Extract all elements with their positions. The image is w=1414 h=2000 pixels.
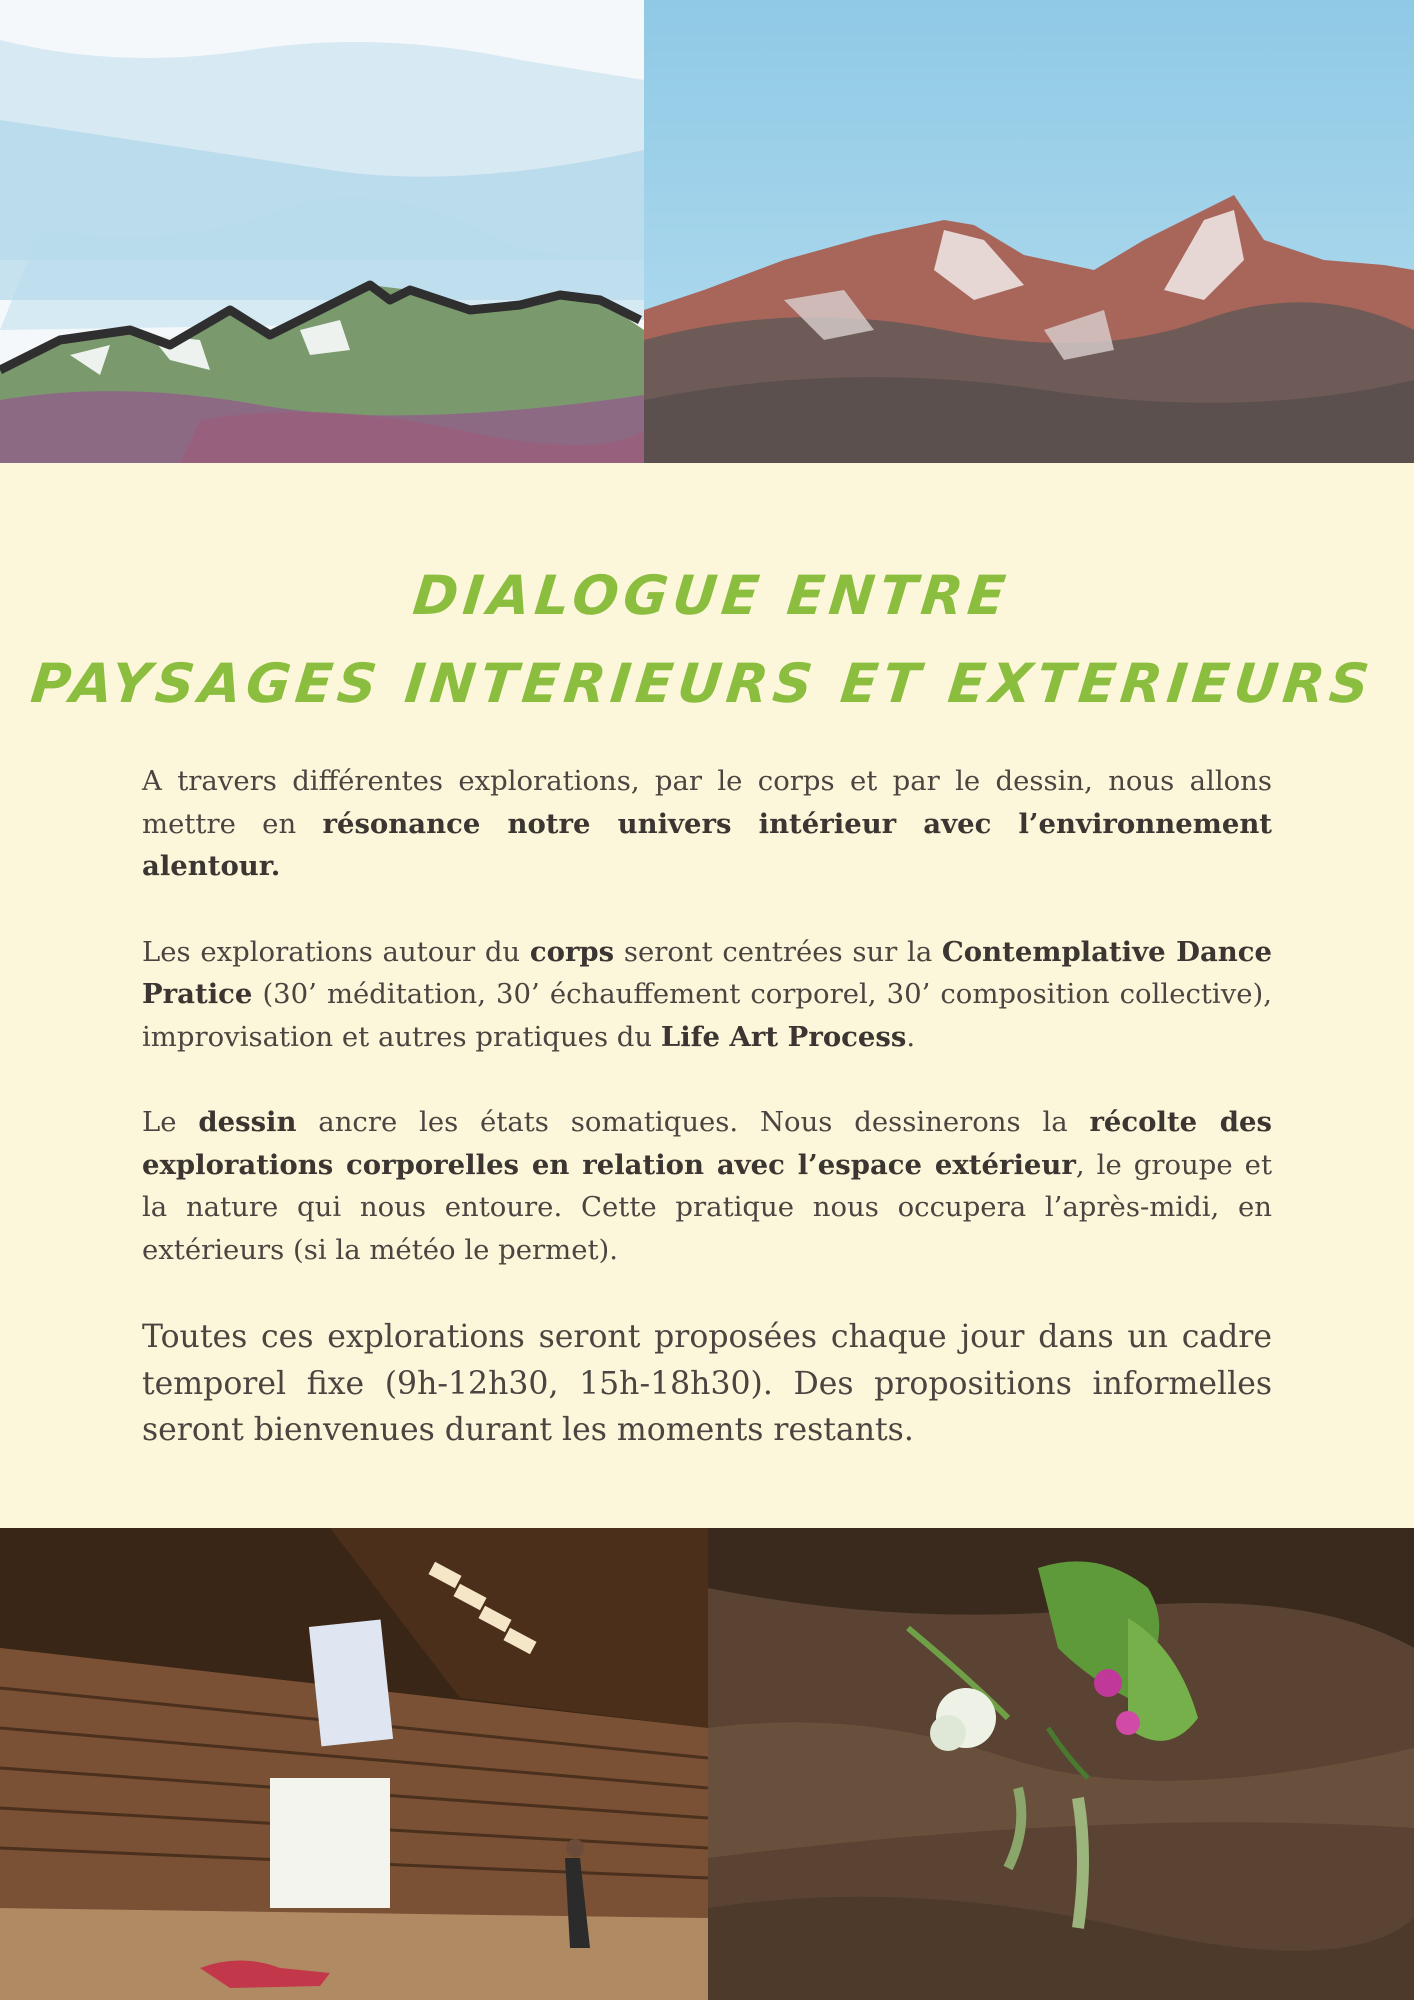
p1-text: A travers différentes explorations, par le corps et par le dessin, nous allons mettre en xyxy=(142,765,1272,840)
p2-text-g: . xyxy=(906,1020,916,1053)
p1-bold: résonance notre univers intérieur avec l’environnement alentour. xyxy=(142,807,1273,882)
p3-text-e: , le groupe et la nature qui nous entoure. Cette pratique nous occupera l’après-midi, en extérieurs (si la météo le permet). xyxy=(142,1148,1272,1266)
paragraph-2 xyxy=(142,931,1272,1059)
p2-text-a: Les explorations autour du xyxy=(142,935,530,968)
alpine-mountain-photo xyxy=(644,0,1414,463)
title-line-2: PAYSAGES INTERIEURS ET EXTERIEURS xyxy=(27,652,1377,715)
barn-interior-photo xyxy=(0,1528,708,2000)
paragraph-1 xyxy=(142,760,1272,888)
p4-text: Toutes ces explorations seront proposées chaque jour dans un cadre temporel fixe (9h-12h30, 15h-18h30). Des propositions informelles seront bienvenues durant les moments restants. xyxy=(142,1319,1272,1448)
p3-text-a: Le xyxy=(142,1106,199,1138)
paragraph-3 xyxy=(142,1101,1272,1271)
p2-bold-corps: corps xyxy=(529,935,615,968)
title-line-1: DIALOGUE ENTRE xyxy=(410,564,1014,627)
paragraph-4 xyxy=(142,1314,1272,1454)
p2-text-e: (30’ méditation, 30’ échauffement corporel, 30’ composition collective), improvisation et autres pratiques du xyxy=(142,978,1272,1053)
p3-bold-recolte: récolte des explorations corporelles en relation avec l’espace extérieur xyxy=(142,1106,1273,1181)
flower-bouquet-photo xyxy=(708,1528,1414,2000)
p3-text-c: ancre les états somatiques. Nous dessinerons la xyxy=(296,1106,1090,1138)
p2-text-c: seront centrées sur la xyxy=(614,935,942,968)
p2-bold-lap: Life Art Process xyxy=(660,1020,907,1053)
page-title xyxy=(0,552,1414,728)
p2-bold-cdp: Contemplative Dance Pratice xyxy=(142,935,1272,1010)
watercolor-mountain-image xyxy=(0,0,644,463)
p3-bold-dessin: dessin xyxy=(198,1106,297,1138)
body-text xyxy=(142,760,1272,1497)
